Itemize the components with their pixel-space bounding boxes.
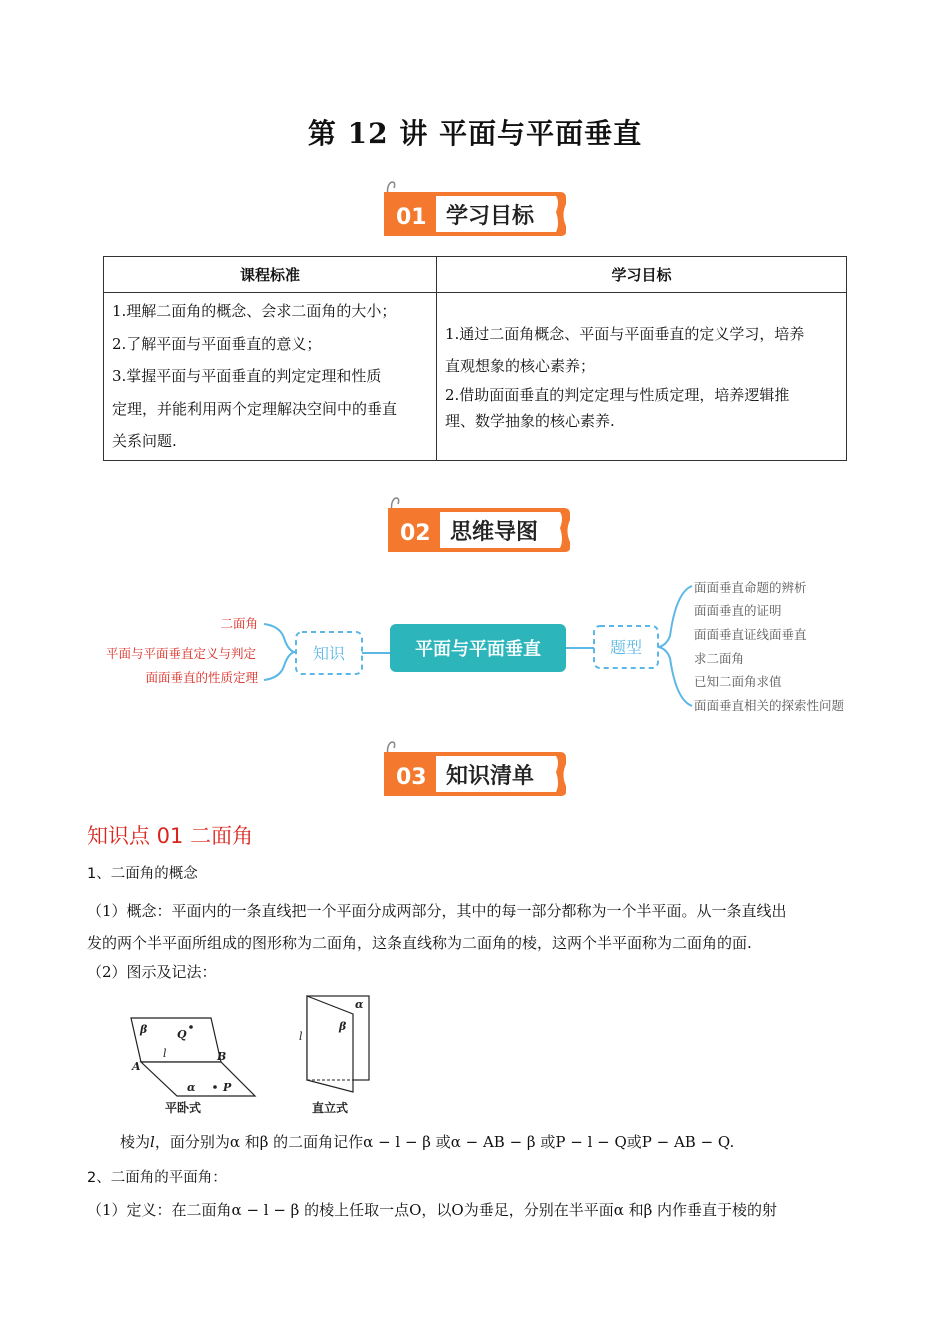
section-label: 学习目标 (446, 204, 535, 229)
goal-line: 2.借助面面垂直的判定定理与性质定理，培养逻辑推 (445, 386, 790, 405)
standard-line: 1.理解二面角的概念、会求二面角的大小； (112, 302, 397, 320)
goals-table (103, 256, 847, 461)
section-banner-02 (384, 494, 574, 556)
section-label: 知识清单 (446, 764, 535, 789)
svg-text:β: β (140, 1023, 148, 1036)
figure-caption: 平卧式 (165, 1101, 202, 1115)
svg-text:α: α (355, 998, 364, 1011)
section-number: 02 (400, 521, 431, 546)
paragraph: （2）图示及记法： (87, 963, 217, 981)
mind-map (88, 576, 868, 726)
section-number: 03 (396, 765, 427, 790)
standard-line: 3.掌握平面与平面垂直的判定定理和性质 (112, 367, 382, 385)
center-node-label: 平面与平面垂直 (415, 639, 541, 660)
subsection-heading: 1、二面角的概念 (87, 866, 198, 882)
goal-line: 1.通过二面角概念、平面与平面垂直的定义学习，培养 (445, 325, 805, 344)
mindmap-right-item: 面面垂直相关的探索性问题 (694, 698, 845, 713)
mindmap-right-item: 面面垂直证线面垂直 (694, 627, 807, 642)
standard-line: 定理，并能利用两个定理解决空间中的垂直 (112, 399, 398, 418)
svg-text:Q: Q (177, 1028, 187, 1041)
paragraph: （1）概念：平面内的一条直线把一个平面分成两部分，其中的每一部分都称为一个半平面。从一条直线出 发的两个半平面所组成的图形称为二面角，这条直线称为二面角的棱，这两个半平面称为二面角的面. (87, 902, 787, 952)
mindmap-left-item: 平面与平面垂直定义与判定 (105, 646, 256, 661)
section-banner-03 (380, 738, 570, 800)
table-cell-standards (104, 293, 437, 461)
figure-lying-dihedral-angle (125, 1012, 265, 1122)
table-header: 学习目标 (437, 257, 847, 293)
section-banner-01 (380, 178, 570, 240)
notation-line: 棱为l，面分别为α 和β 的二面角记作α − l − β 或α − AB − β 或P − l − Q或P − AB − Q. (120, 1133, 735, 1151)
mindmap-right-item: 已知二面角求值 (694, 674, 782, 689)
svg-text:α: α (187, 1081, 196, 1094)
goal-line: 理、数学抽象的核心素养. (445, 412, 615, 431)
section-number: 01 (396, 205, 427, 230)
section-label: 思维导图 (450, 520, 539, 545)
paragraph: （1）定义：在二面角α − l − β 的棱上任取一点O，以O为垂足，分别在半平面α 和β 内作垂直于棱的射 (87, 1201, 778, 1219)
knowledge-point-title: 知识点 01 二面角 (87, 824, 254, 848)
standard-line: 关系问题. (112, 432, 177, 450)
table-header: 课程标准 (104, 257, 437, 293)
mindmap-left-item: 二面角 (220, 616, 258, 631)
page-title: 第 12 讲 平面与平面垂直 (307, 117, 643, 150)
svg-text:B: B (217, 1050, 227, 1063)
mindmap-right-item: 求二面角 (694, 651, 745, 666)
mindmap-left-item: 面面垂直的性质定理 (145, 670, 258, 685)
figure-upright-dihedral-angle (295, 992, 375, 1122)
mindmap-right-item: 面面垂直的证明 (694, 603, 782, 618)
question-type-node-label: 题型 (609, 638, 643, 657)
svg-text:β: β (339, 1020, 347, 1033)
subsection-heading: 2、二面角的平面角： (87, 1170, 227, 1186)
standard-line: 2.了解平面与平面垂直的意义； (112, 334, 322, 353)
mindmap-right-item: 面面垂直命题的辨析 (694, 580, 807, 595)
figure-caption: 直立式 (312, 1101, 349, 1115)
table-cell-goals (437, 293, 847, 461)
svg-text:l: l (299, 1030, 303, 1043)
svg-text:P: P (223, 1081, 232, 1094)
goal-line: 直观想象的核心素养； (445, 357, 596, 376)
svg-text:A: A (132, 1060, 141, 1073)
svg-text:l: l (163, 1047, 167, 1060)
knowledge-node-label: 知识 (312, 644, 346, 663)
